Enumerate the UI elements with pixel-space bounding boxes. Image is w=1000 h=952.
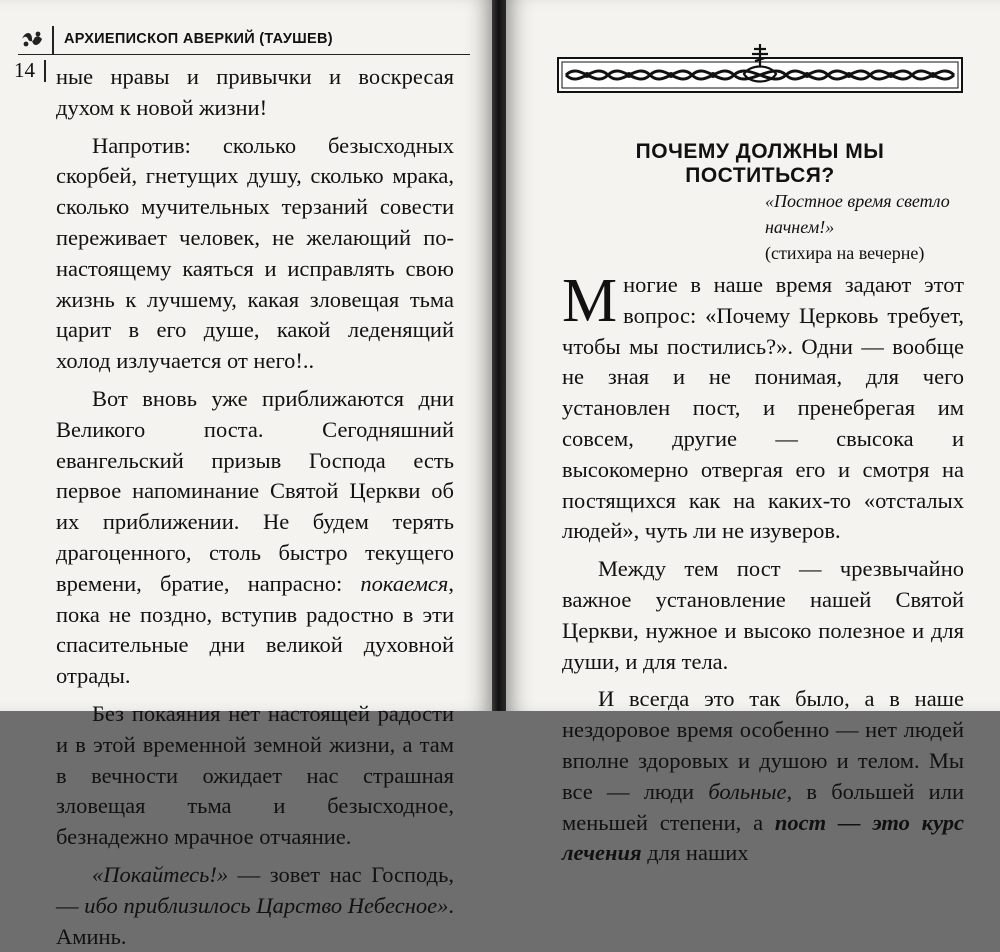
paragraph — [562, 684, 964, 869]
interlace-ornament-icon — [558, 44, 962, 98]
drop-cap: М — [562, 267, 618, 335]
paragraph: Между тем пост — чрезвычайно важное установление нашей Святой Церкви, нужное и высоко полезное и для души, и для тела. — [562, 556, 964, 674]
right-page — [506, 0, 1000, 866]
book-gutter — [492, 0, 506, 711]
bold-emphasis: пост — это курс лечения — [562, 809, 964, 866]
epigraph-quote: «Постное время светло начнем!» — [765, 191, 950, 237]
left-body-text — [56, 62, 454, 952]
chapter-title: ПОЧЕМУ ДОЛЖНЫ МЫ ПОСТИТЬСЯ? — [635, 140, 885, 187]
page-number: 14 — [14, 58, 35, 82]
left-page — [0, 0, 492, 949]
paragraph: Напротив: сколько безысходных скорбей, гнетущих душу, сколько мрака, сколько мучительных терзаний совести переживает человек, не желающий по-настоящему каяться и исправлять свою жизнь к лучшему, какая зловещая тьма царит в его душе, какой леденящий холод излучается от него!.. — [56, 132, 454, 374]
text-run: . Аминь. — [56, 892, 454, 949]
text-run: ногие в наше время задают этот вопрос: «Почему Церковь требует, чтобы мы постились?». Одни — вообще не зная и не понимая, для чего установлен пост, и пренебрегая им совсем, другие — свысока и высокомерно отвергая его и смотря на постящихся как на каких-то «отсталых людей», чуть ли не изуверов. — [562, 272, 964, 544]
paragraph: ные нравы и привычки и воскресая духом к новой жизни! — [56, 64, 454, 120]
text-run: И всегда это так было, а в наше нездоровое время особенно — нет людей вполне здоровых и душою и телом. Мы все — люди — [562, 686, 964, 804]
right-body-text — [562, 267, 964, 869]
text-run: , пока не поздно, вступив радостно в эти спасительные дни великой духовной отрады. — [56, 570, 454, 689]
paragraph: Без покаяния нет настоящей радости и в этой временной земной жизни, а там в вечности ожидает нас страшная зловещая тьма и безысходное, безнадежно мрачное отчаяние. — [56, 700, 454, 850]
emphasis: «Покайтесь!» — [92, 861, 229, 887]
fleuron-icon — [20, 28, 44, 50]
paragraph — [56, 384, 454, 692]
epigraph — [765, 188, 985, 266]
text-run: Вот вновь уже приближаются дни Великого поста. Сегодняшний евангельский призыв Господа есть первое напоминание Святой Церкви об их приближении. Не будем терять драгоценного, столь быстро текущего времени, братие, напрасно: — [56, 385, 454, 596]
text-run: — зовет нас Господь, — — [56, 861, 454, 918]
paragraph — [562, 267, 964, 547]
epigraph-source: (стихира на вечерне) — [765, 243, 925, 263]
emphasis: больные — [708, 778, 787, 804]
text-run: , в большей или меньшей степени, а — [562, 778, 964, 835]
text-run: для наших — [641, 840, 749, 866]
paragraph — [56, 860, 454, 952]
running-head — [18, 26, 470, 55]
running-head-title: АРХИЕПИСКОП АВЕРКИЙ (ТАУШЕВ) — [64, 31, 333, 47]
folio-rule — [44, 60, 46, 82]
head-divider — [52, 26, 54, 54]
emphasis: ибо приблизилось Царство Небесное» — [84, 892, 449, 918]
emphasis: покаемся — [360, 570, 449, 596]
